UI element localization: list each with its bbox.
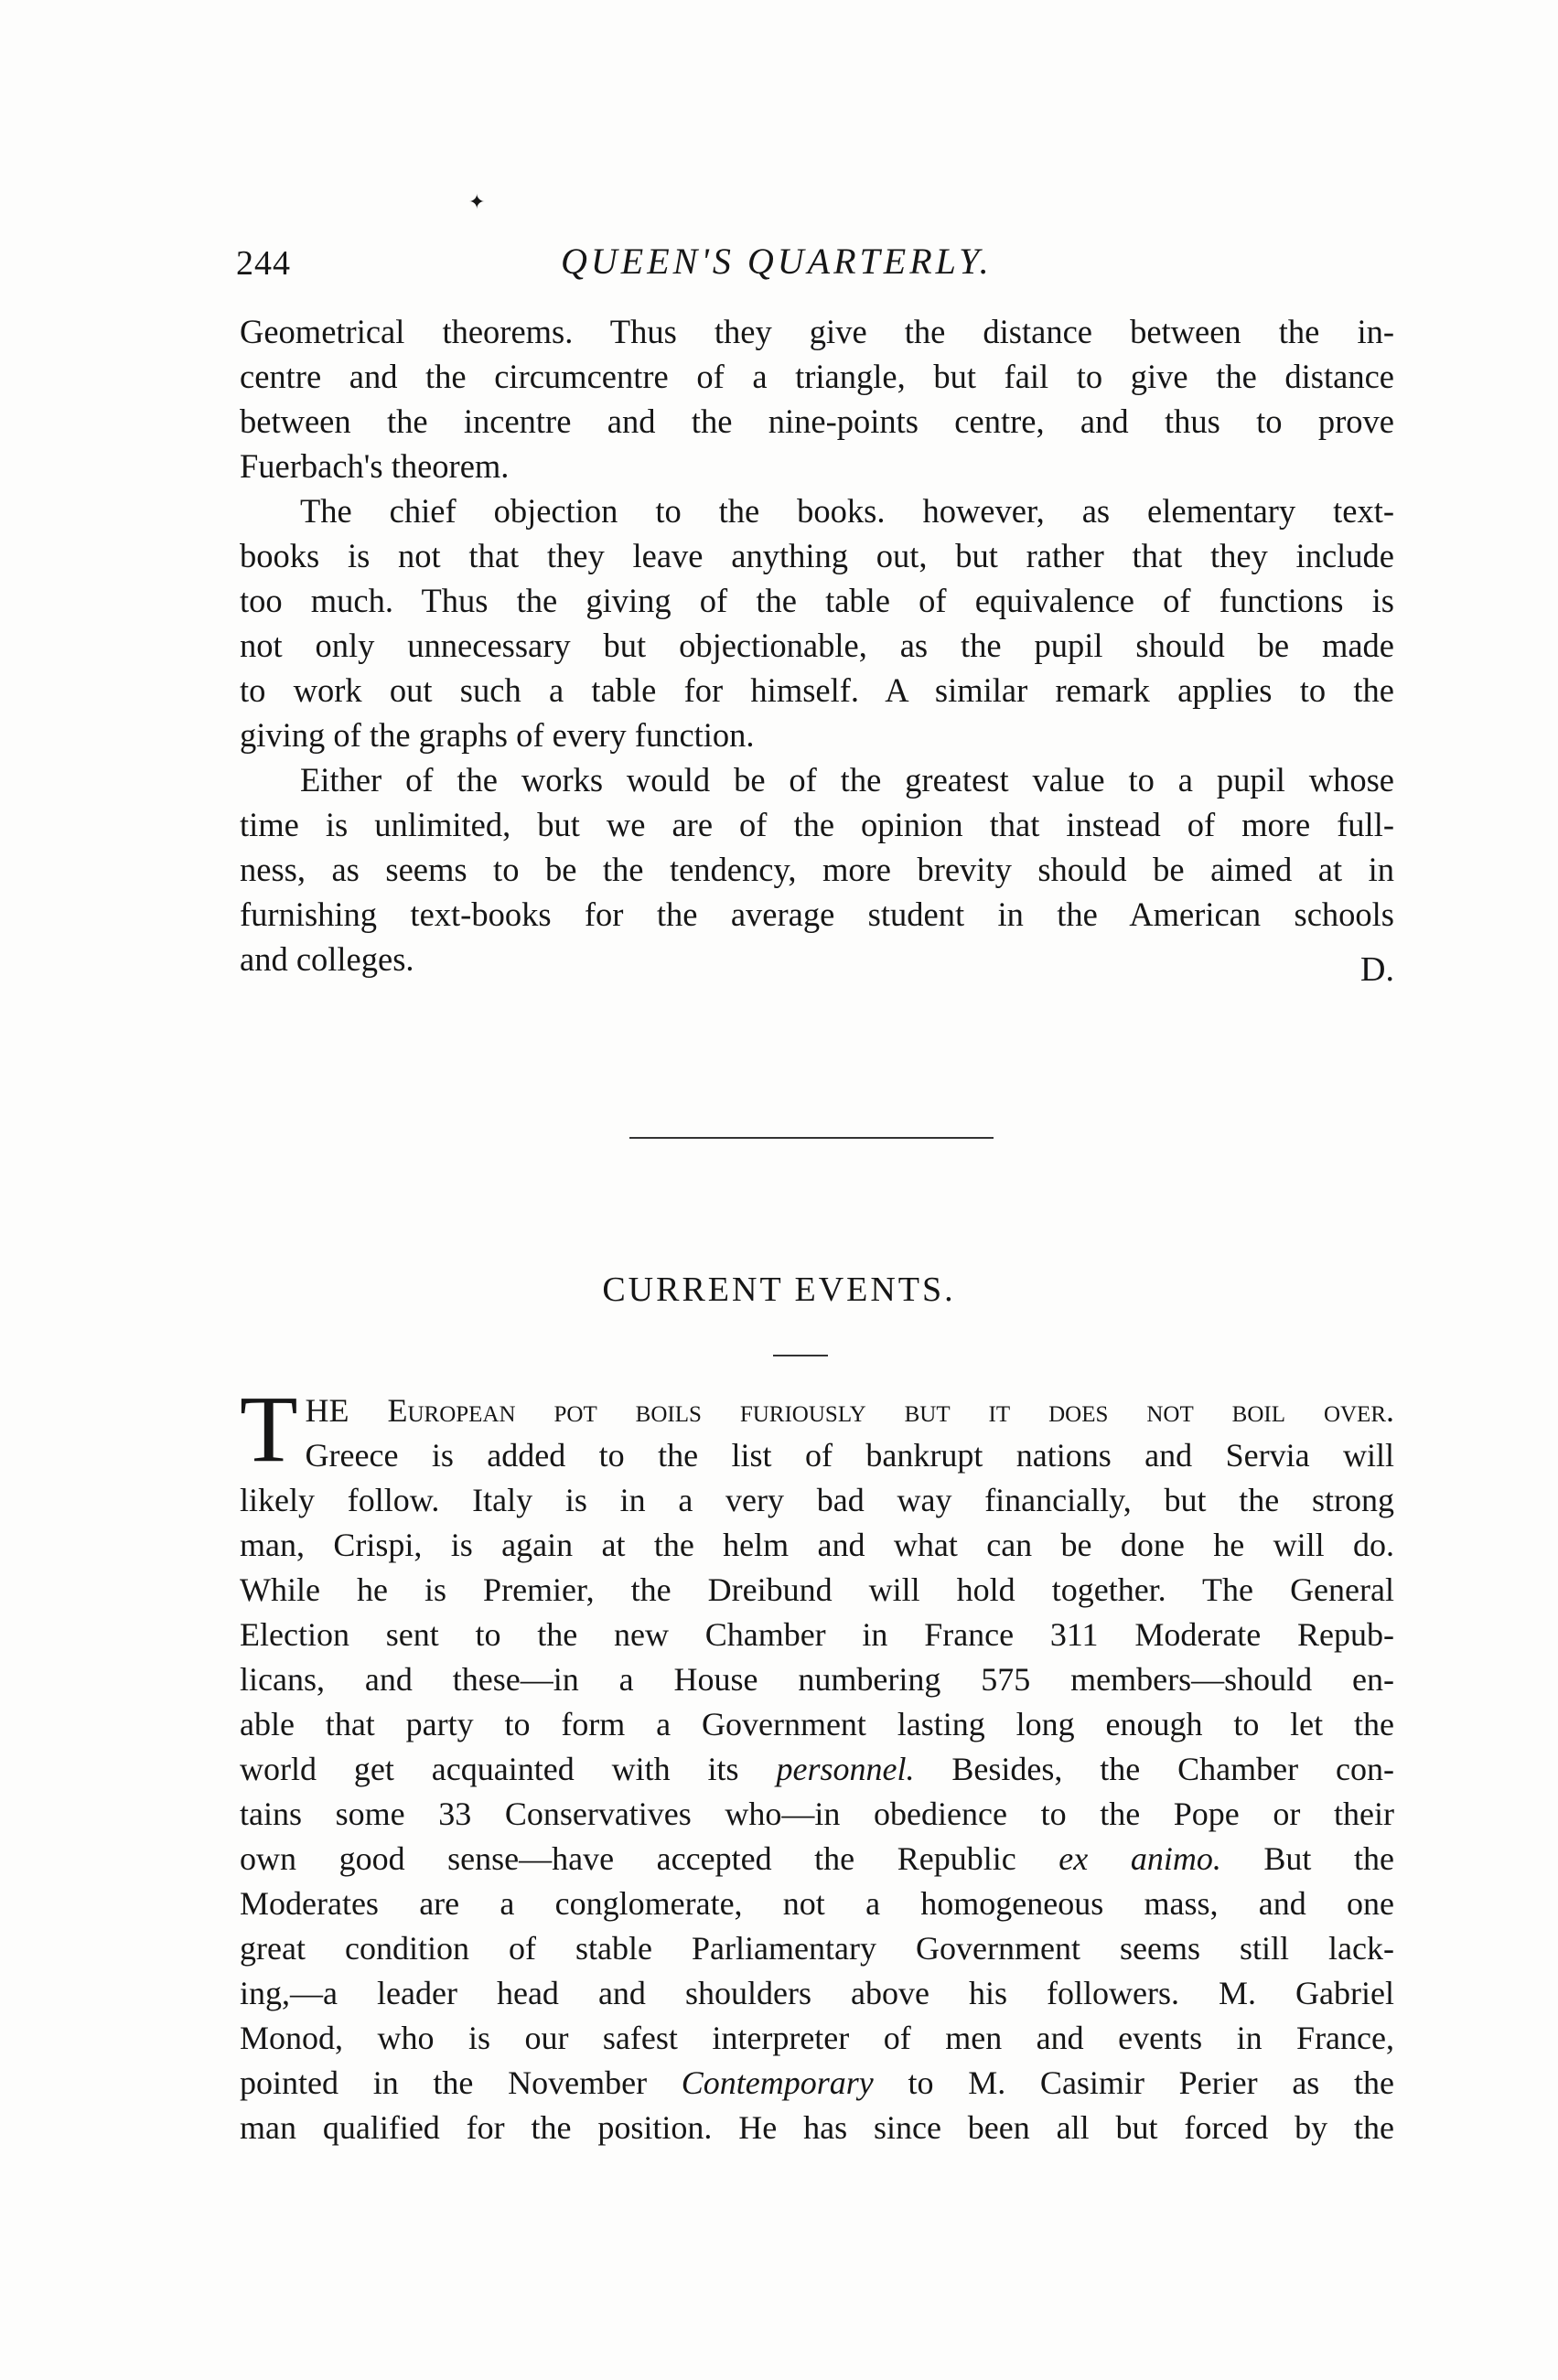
review-line: The chief objection to the books. however, as elementary text- [300,492,1394,530]
line-segment: world get acquainted with its [240,1751,777,1787]
running-head: QUEEN'S QUARTERLY. [561,241,993,282]
review-line: not only unnecessary but objectionable, as the pupil should be made [240,627,1394,664]
events-line: Monod, who is our safest interpreter of men and events in France, [240,2020,1394,2056]
review-line: centre and the circumcentre of a triangle, but fail to give the distance [240,358,1394,395]
page-header [236,240,1389,295]
review-line: and colleges. [240,940,414,978]
events-line: ing,—a leader head and shoulders above his followers. M. Gabriel [240,1975,1394,2011]
events-line: Election sent to the new Chamber in France 311 Moderate Repub- [240,1616,1394,1653]
review-line: to work out such a table for himself. A similar remark applies to the [240,671,1394,709]
events-line: man, Crispi, is again at the helm and what can be done he will do. [240,1527,1394,1563]
review-signature: D. [1360,950,1394,989]
events-line: While he is Premier, the Dreibund will hold together. The General [240,1571,1394,1608]
line-segment: own good sense—have accepted the Republic [240,1840,1059,1877]
page-number: 244 [236,244,291,283]
drop-cap: T [240,1377,298,1482]
ink-mark: ✦ [468,190,486,213]
review-line: time is unlimited, but we are of the opinion that instead of more full- [240,806,1394,843]
events-line: licans, and these—in a House numbering 575 members—should en- [240,1661,1394,1698]
review-line: ness, as seems to be the tendency, more brevity should be aimed at in [240,851,1394,888]
review-line: books is not that they leave anything out, but rather that they include [240,537,1394,574]
section-divider [629,1137,994,1139]
italic-word: Contemporary [681,2064,874,2101]
events-line [240,1388,1394,1433]
first-line-text: HE European pot boils furiously but it does not boil over. [305,1392,1394,1429]
line-segment: But the [1220,1840,1394,1877]
line-segment: Besides, the Chamber con- [914,1751,1394,1787]
review-line: furnishing text-books for the average student in the American schools [240,895,1394,933]
events-line [240,1837,1394,1881]
section-title: CURRENT EVENTS. [602,1270,956,1309]
line-segment: pointed in the November [240,2064,682,2101]
italic-word: ex animo. [1058,1840,1221,1877]
events-line: man qualified for the position. He has since been all but forced by the [240,2109,1394,2146]
title-underline [773,1355,828,1356]
current-events-text [240,1377,1394,2150]
events-line: Moderates are a conglomerate, not a homogeneous mass, and one [240,1885,1394,1922]
review-text [240,309,1394,989]
events-line: tains some 33 Conservatives who—in obedience to the Pope or their [240,1796,1394,1832]
events-line [240,1747,1394,1792]
events-line: Greece is added to the list of bankrupt nations and Servia will [305,1437,1394,1474]
review-line: Either of the works would be of the greatest value to a pupil whose [300,761,1394,799]
review-line: giving of the graphs of every function. [240,716,755,754]
italic-word: personnel. [776,1751,915,1787]
review-line: Fuerbach's theorem. [240,447,510,485]
review-line: too much. Thus the giving of the table of equivalence of functions is [240,582,1394,619]
review-line: Geometrical theorems. Thus they give the distance between the in- [240,313,1394,350]
line-segment: to M. Casimir Perier as the [873,2064,1394,2101]
review-line: between the incentre and the nine-points centre, and thus to prove [240,402,1394,440]
events-line: great condition of stable Parliamentary Government seems still lack- [240,1930,1394,1967]
events-line [240,2061,1394,2106]
events-line: able that party to form a Government lasting long enough to let the [240,1706,1394,1742]
events-line: likely follow. Italy is in a very bad way financially, but the strong [240,1482,1394,1518]
